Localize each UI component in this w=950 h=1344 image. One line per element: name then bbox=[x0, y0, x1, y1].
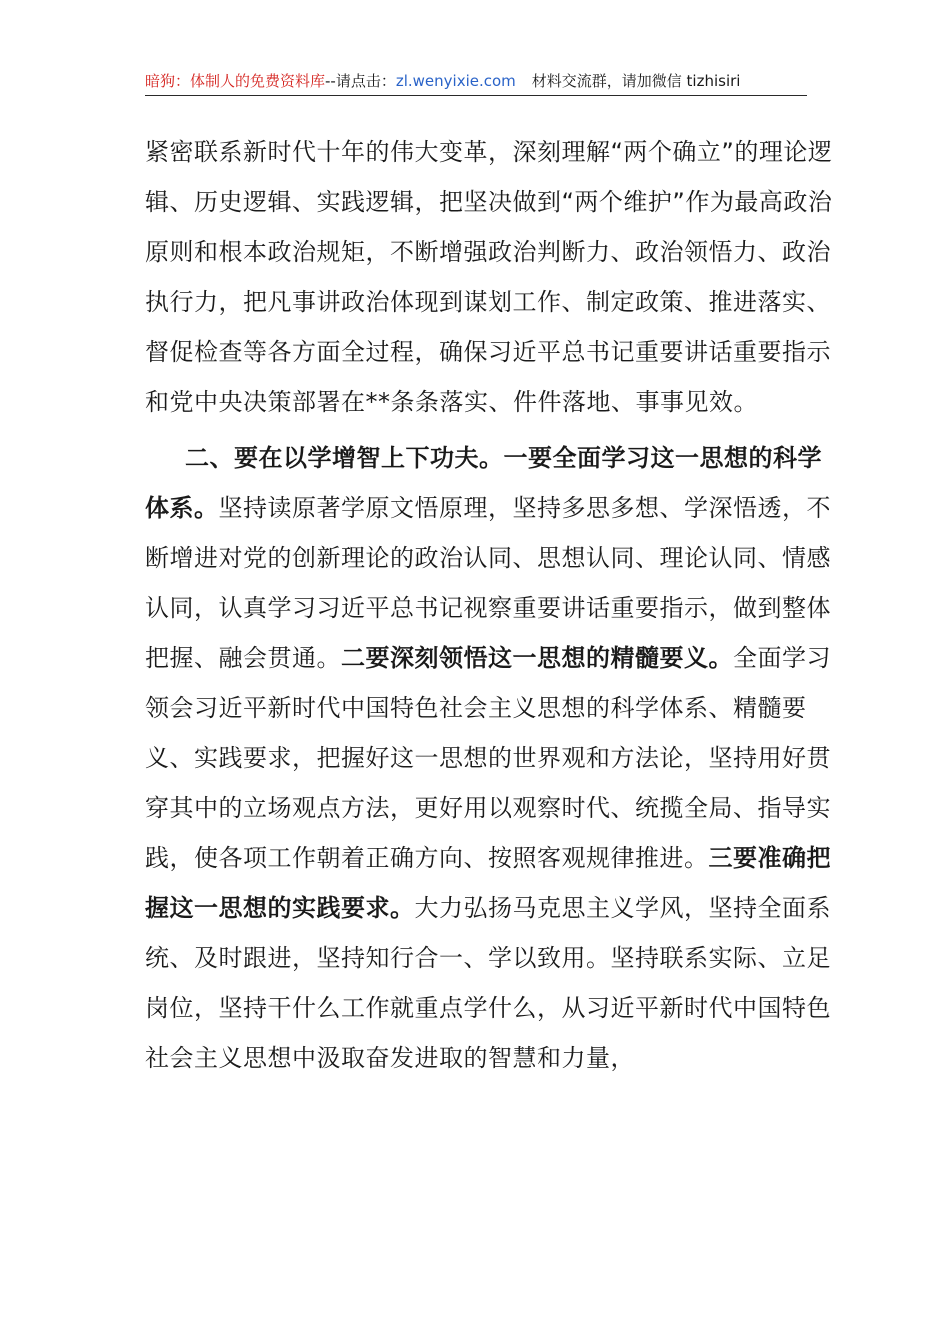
header-divider bbox=[145, 95, 807, 96]
section-heading: 二、要在以学增智上下功夫。一要全面学习这一思想的科学体系。 bbox=[145, 444, 822, 522]
paragraph-continuation bbox=[145, 127, 835, 427]
document-body bbox=[145, 127, 835, 1083]
text-segment: 紧密联系新时代十年的伟大变革，深刻理解“两个确立”的理论逻辑、历史逻辑、实践逻辑，把坚决做到“两个维护”作为最高政治原则和根本政治规矩，不断增强政治判断力、政治领悟力、政治执行力，把凡事讲政治体现到谋划工作、制定政策、推进落实、督促检查等各方面全过程，确保习近平总书记重要讲话重要指示和党中央决策部署在**条条落实、件件落地、事事见效。 bbox=[145, 138, 833, 416]
page-header bbox=[145, 68, 807, 94]
header-wechat-note: 材料交流群，请加微信 tizhisiri bbox=[531, 72, 741, 90]
header-brand: 暗狗：体制人的免费资料库 bbox=[145, 72, 326, 90]
text-segment: 坚持读原著学原文悟原理，坚持多思多想、学深悟透，不断增进对党的创新理论的政治认同、思想认同、理论认同、情感认同，认真学习习近平总书记视察重要讲话重要指示，做到整体把握、融会贯通。 bbox=[145, 494, 831, 672]
paragraph-section-two bbox=[145, 433, 835, 1083]
text-segment: 全面学习领会习近平新时代中国特色社会主义思想的科学体系、精髓要义、实践要求，把握好这一思想的世界观和方法论，坚持用好贯穿其中的立场观点方法，更好用以观察时代、统揽全局、指导实践，使各项工作朝着正确方向、按照客观规律推进。 bbox=[145, 644, 831, 872]
text-segment: 大力弘扬马克思主义学风，坚持全面系统、及时跟进，坚持知行合一、学以致用。坚持联系实际、立足岗位，坚持干什么工作就重点学什么，从习近平新时代中国特色社会主义思想中汲取奋发进取的智慧和力量， bbox=[145, 894, 831, 1072]
header-link[interactable]: zl.wenyixie.com bbox=[395, 72, 516, 90]
subheading-three: 三要准确把握这一思想的实践要求。 bbox=[145, 844, 831, 922]
header-prompt: --请点击： bbox=[325, 72, 396, 90]
subheading-two: 二要深刻领悟这一思想的精髓要义。 bbox=[341, 644, 733, 672]
